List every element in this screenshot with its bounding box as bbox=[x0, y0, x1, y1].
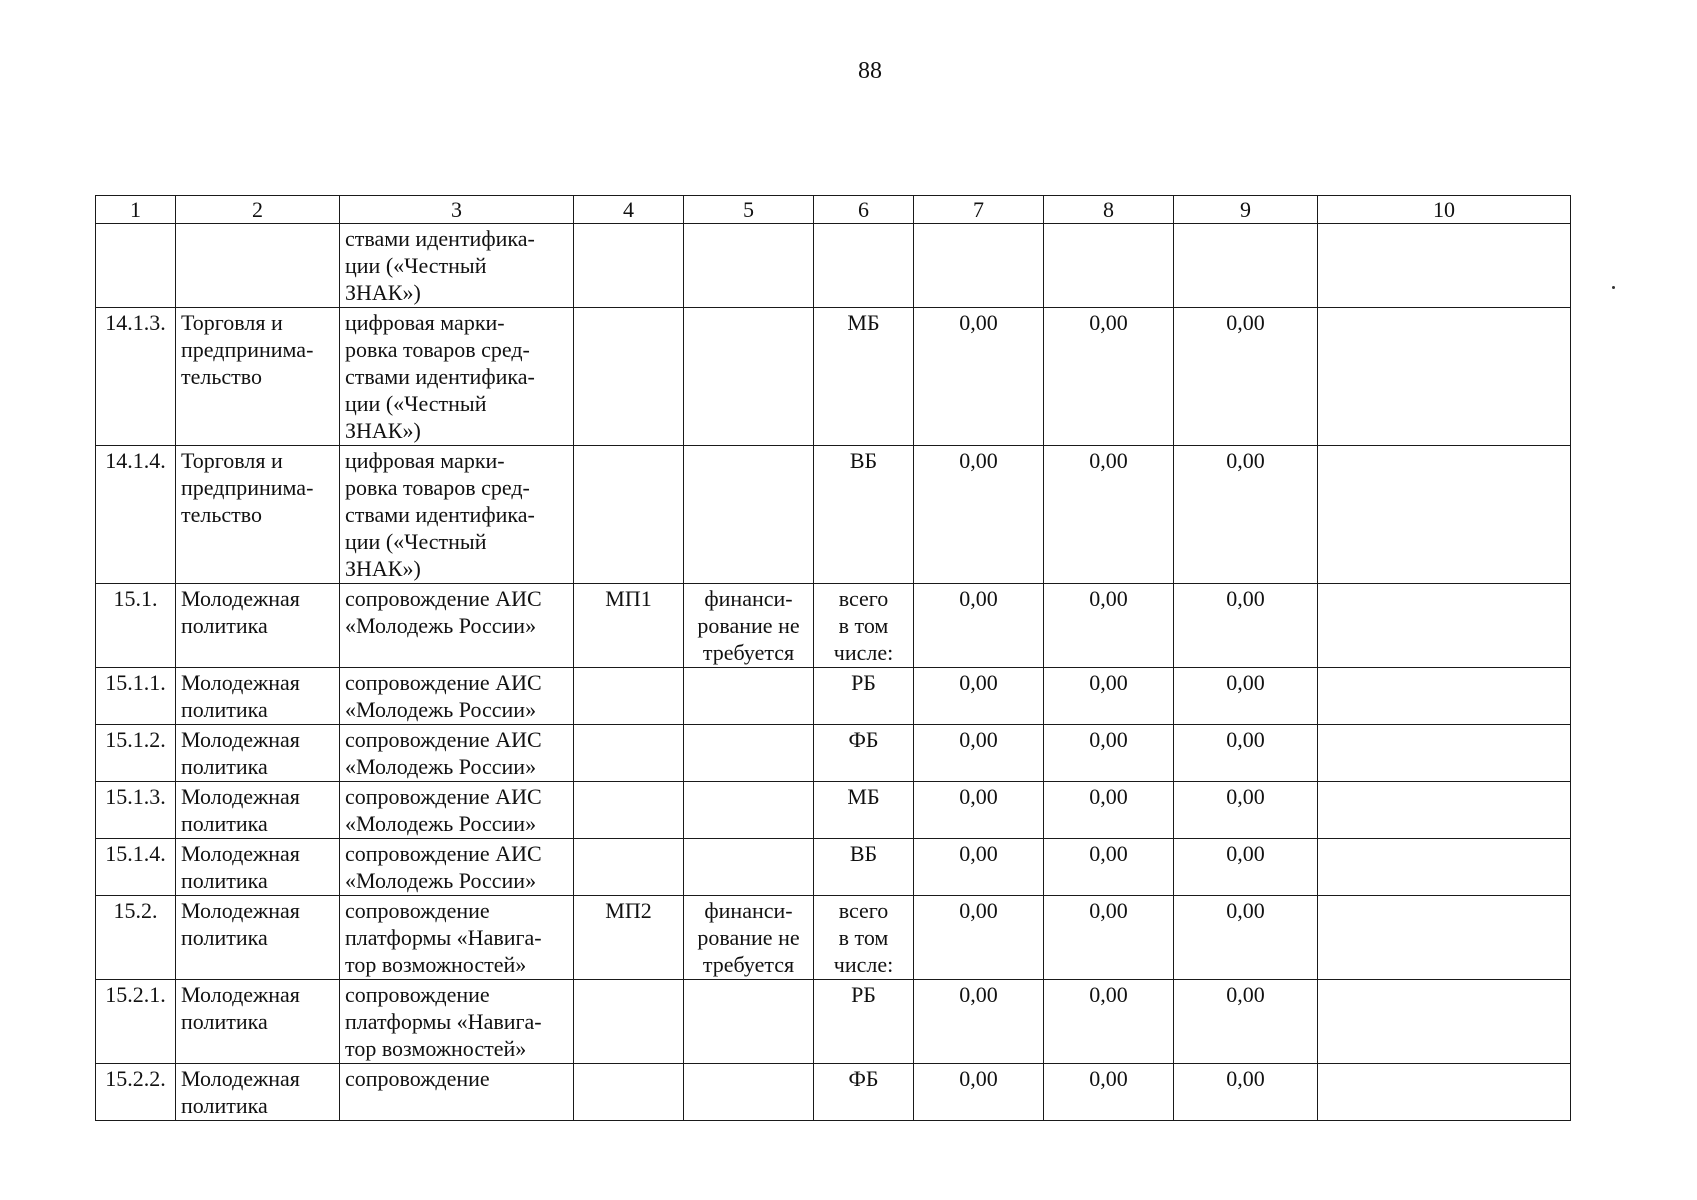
cell-number-text: 15.2. bbox=[113, 898, 158, 923]
cell-value-7 bbox=[914, 668, 1044, 725]
cell-value-9 bbox=[1174, 839, 1318, 896]
cell-code-text: МП2 bbox=[605, 898, 652, 923]
cell-event-text: сопровождение АИС «Молодежь России» bbox=[345, 586, 542, 638]
column-header: 2 bbox=[176, 196, 340, 224]
table-body bbox=[96, 224, 1571, 1121]
cell-source-text: МБ bbox=[847, 310, 880, 335]
cell-number bbox=[96, 668, 176, 725]
cell-value-8-text: 0,00 bbox=[1089, 982, 1128, 1007]
cell-number-text: 15.1. bbox=[113, 586, 158, 611]
cell-value-8 bbox=[1044, 1064, 1174, 1121]
cell-value-10 bbox=[1318, 584, 1571, 668]
cell-area bbox=[176, 584, 340, 668]
cell-value-8-text: 0,00 bbox=[1089, 670, 1128, 695]
column-header: 9 bbox=[1174, 196, 1318, 224]
cell-area bbox=[176, 308, 340, 446]
cell-value-7 bbox=[914, 980, 1044, 1064]
cell-number-text: 15.2.1. bbox=[105, 982, 166, 1007]
cell-number bbox=[96, 839, 176, 896]
cell-code-text: МП1 bbox=[605, 586, 652, 611]
cell-value-9-text: 0,00 bbox=[1226, 310, 1265, 335]
cell-value-7 bbox=[914, 725, 1044, 782]
cell-area-text: Молодежная политика bbox=[181, 841, 300, 893]
cell-value-7-text: 0,00 bbox=[959, 982, 998, 1007]
cell-source bbox=[814, 584, 914, 668]
cell-source bbox=[814, 446, 914, 584]
cell-source bbox=[814, 668, 914, 725]
cell-value-9-text: 0,00 bbox=[1226, 982, 1265, 1007]
cell-value-7-text: 0,00 bbox=[959, 1066, 998, 1091]
cell-area-text: Молодежная политика bbox=[181, 982, 300, 1034]
cell-source bbox=[814, 980, 914, 1064]
cell-value-8 bbox=[1044, 308, 1174, 446]
cell-note bbox=[684, 446, 814, 584]
cell-value-9 bbox=[1174, 896, 1318, 980]
cell-source-text: ВБ bbox=[849, 841, 878, 866]
cell-event bbox=[340, 980, 574, 1064]
cell-code bbox=[574, 725, 684, 782]
column-header: 4 bbox=[574, 196, 684, 224]
cell-area bbox=[176, 782, 340, 839]
cell-source bbox=[814, 1064, 914, 1121]
cell-number bbox=[96, 308, 176, 446]
cell-number-text: 15.1.3. bbox=[105, 784, 166, 809]
cell-number bbox=[96, 980, 176, 1064]
column-header: 10 bbox=[1318, 196, 1571, 224]
cell-code bbox=[574, 980, 684, 1064]
cell-number-text: 15.2.2. bbox=[105, 1066, 166, 1091]
cell-value-9-text: 0,00 bbox=[1226, 727, 1265, 752]
cell-source-text: всего в том числе: bbox=[833, 586, 894, 665]
cell-number bbox=[96, 224, 176, 308]
cell-value-7-text: 0,00 bbox=[959, 448, 998, 473]
cell-number-text: 15.1.1. bbox=[105, 670, 166, 695]
cell-event-text: цифровая марки- ровка товаров сред- ствами идентифика- ции («Честный ЗНАК») bbox=[345, 448, 535, 581]
cell-note bbox=[684, 668, 814, 725]
cell-note bbox=[684, 839, 814, 896]
cell-event-text: сопровождение АИС «Молодежь России» bbox=[345, 727, 542, 779]
cell-value-7-text: 0,00 bbox=[959, 670, 998, 695]
cell-code bbox=[574, 782, 684, 839]
cell-value-7 bbox=[914, 782, 1044, 839]
cell-source bbox=[814, 839, 914, 896]
cell-value-9 bbox=[1174, 725, 1318, 782]
budget-table bbox=[95, 195, 1571, 1121]
cell-number bbox=[96, 1064, 176, 1121]
cell-value-7 bbox=[914, 896, 1044, 980]
cell-note bbox=[684, 584, 814, 668]
column-header: 3 bbox=[340, 196, 574, 224]
cell-value-7 bbox=[914, 308, 1044, 446]
cell-number-text: 14.1.4. bbox=[105, 448, 166, 473]
cell-code bbox=[574, 224, 684, 308]
cell-value-10 bbox=[1318, 896, 1571, 980]
cell-event-text: сопровождение АИС «Молодежь России» bbox=[345, 670, 542, 722]
column-header: 5 bbox=[684, 196, 814, 224]
cell-area-text: Молодежная политика bbox=[181, 784, 300, 836]
cell-value-7 bbox=[914, 839, 1044, 896]
cell-value-9-text: 0,00 bbox=[1226, 841, 1265, 866]
cell-event bbox=[340, 584, 574, 668]
cell-note bbox=[684, 896, 814, 980]
cell-area bbox=[176, 839, 340, 896]
cell-value-8 bbox=[1044, 839, 1174, 896]
cell-event-text: сопровождение АИС «Молодежь России» bbox=[345, 841, 542, 893]
cell-area-text: Торговля и предпринима- тельство bbox=[181, 448, 314, 527]
cell-note bbox=[684, 725, 814, 782]
cell-area-text: Молодежная политика bbox=[181, 727, 300, 779]
cell-area-text: Торговля и предпринима- тельство bbox=[181, 310, 314, 389]
table-header-row bbox=[96, 196, 1571, 224]
table-row bbox=[96, 584, 1571, 668]
cell-value-8-text: 0,00 bbox=[1089, 310, 1128, 335]
cell-value-10 bbox=[1318, 839, 1571, 896]
cell-value-8 bbox=[1044, 446, 1174, 584]
cell-area bbox=[176, 1064, 340, 1121]
cell-value-8 bbox=[1044, 782, 1174, 839]
cell-source bbox=[814, 782, 914, 839]
cell-value-7 bbox=[914, 224, 1044, 308]
cell-source-text: МБ bbox=[847, 784, 880, 809]
cell-note bbox=[684, 980, 814, 1064]
cell-value-8-text: 0,00 bbox=[1089, 841, 1128, 866]
cell-area-text: Молодежная политика bbox=[181, 586, 300, 638]
table-row bbox=[96, 668, 1571, 725]
cell-value-10 bbox=[1318, 725, 1571, 782]
cell-value-10 bbox=[1318, 980, 1571, 1064]
cell-code bbox=[574, 668, 684, 725]
cell-value-9 bbox=[1174, 1064, 1318, 1121]
cell-value-10 bbox=[1318, 782, 1571, 839]
cell-value-9 bbox=[1174, 782, 1318, 839]
table-row bbox=[96, 725, 1571, 782]
cell-value-8 bbox=[1044, 896, 1174, 980]
table-row bbox=[96, 308, 1571, 446]
cell-area-text: Молодежная политика bbox=[181, 898, 300, 950]
cell-value-9 bbox=[1174, 224, 1318, 308]
cell-source bbox=[814, 896, 914, 980]
cell-source bbox=[814, 308, 914, 446]
cell-source-text: РБ bbox=[851, 670, 876, 695]
cell-value-9 bbox=[1174, 446, 1318, 584]
cell-value-9-text: 0,00 bbox=[1226, 448, 1265, 473]
cell-value-9-text: 0,00 bbox=[1226, 898, 1265, 923]
cell-note-text: финанси- рование не требуется bbox=[697, 586, 800, 665]
cell-event-text: сопровождение АИС «Молодежь России» bbox=[345, 784, 542, 836]
cell-value-8-text: 0,00 bbox=[1089, 784, 1128, 809]
table-row bbox=[96, 446, 1571, 584]
cell-number bbox=[96, 782, 176, 839]
cell-value-8 bbox=[1044, 725, 1174, 782]
cell-value-8 bbox=[1044, 668, 1174, 725]
cell-value-8 bbox=[1044, 584, 1174, 668]
cell-event-text: ствами идентифика- ции («Честный ЗНАК») bbox=[345, 226, 535, 305]
column-header: 8 bbox=[1044, 196, 1174, 224]
cell-value-7-text: 0,00 bbox=[959, 310, 998, 335]
cell-value-10 bbox=[1318, 668, 1571, 725]
cell-value-8 bbox=[1044, 224, 1174, 308]
cell-value-9-text: 0,00 bbox=[1226, 784, 1265, 809]
cell-code bbox=[574, 308, 684, 446]
cell-code bbox=[574, 896, 684, 980]
cell-number bbox=[96, 896, 176, 980]
table-row bbox=[96, 839, 1571, 896]
table-row bbox=[96, 782, 1571, 839]
cell-value-10 bbox=[1318, 224, 1571, 308]
cell-number bbox=[96, 725, 176, 782]
cell-value-9 bbox=[1174, 308, 1318, 446]
cell-source-text: РБ bbox=[851, 982, 876, 1007]
cell-value-9-text: 0,00 bbox=[1226, 1066, 1265, 1091]
cell-source-text: ФБ bbox=[848, 727, 879, 752]
table-row bbox=[96, 224, 1571, 308]
table-row bbox=[96, 980, 1571, 1064]
cell-value-7-text: 0,00 bbox=[959, 586, 998, 611]
cell-value-8-text: 0,00 bbox=[1089, 586, 1128, 611]
cell-code bbox=[574, 839, 684, 896]
cell-event-text: сопровождение bbox=[345, 1066, 490, 1091]
cell-event bbox=[340, 446, 574, 584]
cell-code bbox=[574, 584, 684, 668]
cell-value-8-text: 0,00 bbox=[1089, 448, 1128, 473]
cell-source bbox=[814, 725, 914, 782]
cell-source-text: ВБ bbox=[849, 448, 878, 473]
cell-event-text: цифровая марки- ровка товаров сред- ствами идентифика- ции («Честный ЗНАК») bbox=[345, 310, 535, 443]
cell-event-text: сопровождение платформы «Навига- тор возможностей» bbox=[345, 982, 542, 1061]
cell-number-text: 15.1.4. bbox=[105, 841, 166, 866]
cell-number bbox=[96, 584, 176, 668]
cell-event bbox=[340, 1064, 574, 1121]
cell-event-text: сопровождение платформы «Навига- тор возможностей» bbox=[345, 898, 542, 977]
cell-number-text: 14.1.3. bbox=[105, 310, 166, 335]
cell-value-8-text: 0,00 bbox=[1089, 898, 1128, 923]
scan-speck bbox=[1612, 286, 1615, 289]
cell-value-9-text: 0,00 bbox=[1226, 586, 1265, 611]
cell-code bbox=[574, 446, 684, 584]
cell-number-text: 15.1.2. bbox=[105, 727, 166, 752]
cell-source bbox=[814, 224, 914, 308]
cell-code bbox=[574, 1064, 684, 1121]
cell-area bbox=[176, 224, 340, 308]
cell-note-text: финанси- рование не требуется bbox=[697, 898, 800, 977]
cell-value-7-text: 0,00 bbox=[959, 898, 998, 923]
cell-value-10 bbox=[1318, 1064, 1571, 1121]
cell-area bbox=[176, 668, 340, 725]
cell-value-7-text: 0,00 bbox=[959, 784, 998, 809]
cell-note bbox=[684, 224, 814, 308]
column-header: 1 bbox=[96, 196, 176, 224]
cell-source-text: всего в том числе: bbox=[833, 898, 894, 977]
cell-value-8-text: 0,00 bbox=[1089, 1066, 1128, 1091]
column-header: 6 bbox=[814, 196, 914, 224]
column-header: 7 bbox=[914, 196, 1044, 224]
cell-value-7 bbox=[914, 1064, 1044, 1121]
cell-event bbox=[340, 839, 574, 896]
cell-value-9-text: 0,00 bbox=[1226, 670, 1265, 695]
cell-note bbox=[684, 308, 814, 446]
cell-value-10 bbox=[1318, 446, 1571, 584]
cell-value-7 bbox=[914, 446, 1044, 584]
page-number: 88 bbox=[858, 58, 882, 84]
cell-event bbox=[340, 725, 574, 782]
cell-value-10 bbox=[1318, 308, 1571, 446]
cell-event bbox=[340, 896, 574, 980]
cell-event bbox=[340, 668, 574, 725]
cell-area bbox=[176, 446, 340, 584]
cell-event bbox=[340, 224, 574, 308]
cell-area bbox=[176, 980, 340, 1064]
cell-area-text: Молодежная политика bbox=[181, 1066, 300, 1118]
cell-value-7-text: 0,00 bbox=[959, 727, 998, 752]
cell-value-8 bbox=[1044, 980, 1174, 1064]
cell-area bbox=[176, 896, 340, 980]
cell-value-9 bbox=[1174, 668, 1318, 725]
cell-source-text: ФБ bbox=[848, 1066, 879, 1091]
cell-note bbox=[684, 782, 814, 839]
cell-event bbox=[340, 782, 574, 839]
table-row bbox=[96, 896, 1571, 980]
cell-area-text: Молодежная политика bbox=[181, 670, 300, 722]
cell-number bbox=[96, 446, 176, 584]
cell-area bbox=[176, 725, 340, 782]
cell-value-7-text: 0,00 bbox=[959, 841, 998, 866]
cell-value-9 bbox=[1174, 980, 1318, 1064]
cell-value-7 bbox=[914, 584, 1044, 668]
cell-value-9 bbox=[1174, 584, 1318, 668]
cell-value-8-text: 0,00 bbox=[1089, 727, 1128, 752]
cell-event bbox=[340, 308, 574, 446]
table-row bbox=[96, 1064, 1571, 1121]
cell-note bbox=[684, 1064, 814, 1121]
